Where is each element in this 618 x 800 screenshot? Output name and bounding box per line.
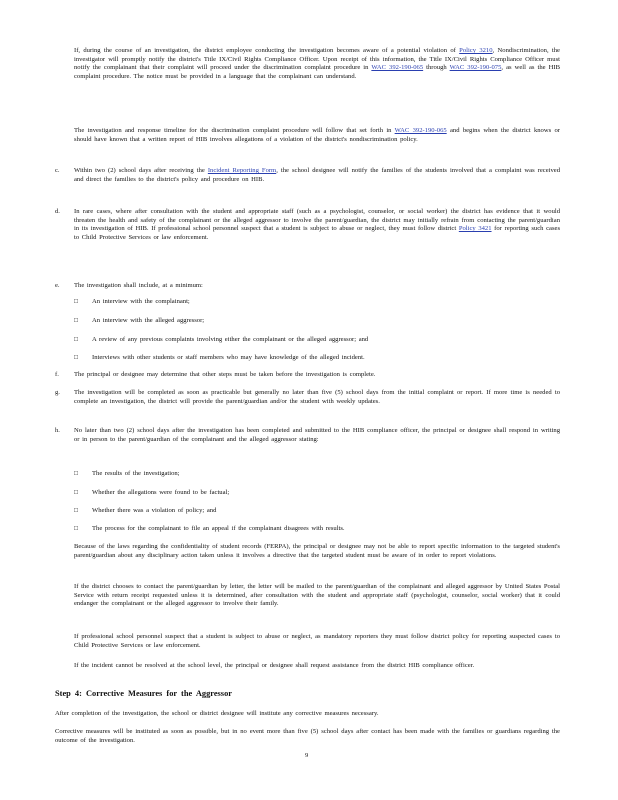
item-h-bullet-3: Whether there was a violation of policy; and [92,507,217,514]
bullet-marker: □ [74,489,78,496]
wac-065-link[interactable]: WAC 392-190-065 [371,64,424,72]
item-h-label: h. [55,427,60,434]
text-run: Within two (2) school days after receiving the [74,167,208,174]
item-e-bullet-3: A review of any previous complaints involving either the complainant or the alleged aggressor; and [92,336,369,343]
item-d-label: d. [55,208,60,215]
text-run: If, during the course of an investigation, the district employee conducting the investigation becomes aware of a potential violation of [74,47,460,54]
item-h-bullet-4: The process for the complainant to file an appeal if the complainant disagrees with results. [92,525,345,532]
page-number: 9 [305,752,309,759]
item-e-bullet-4: Interviews with other students or staff members who may have knowledge of the alleged incident. [92,354,365,361]
item-c-text [74,167,560,184]
wac-065-link-2[interactable]: WAC 392-190-065 [394,127,447,134]
item-d-text [74,208,560,242]
item-f-text: The principal or designee may determine that other steps must be taken before the investigation is complete. [74,371,376,378]
text-run: , as well as the HIB complaint procedure. The notice must be provided in a language that the complainant can understand. [74,64,560,80]
step4-heading: Step 4: Corrective Measures for the Aggressor [55,689,232,698]
item-h-bullet-1: The results of the investigation; [92,470,180,477]
item-e-bullet-1: An interview with the complainant; [92,298,190,305]
item-f-label: f. [55,371,59,378]
item-g-text: The investigation will be completed as soon as practicable but generally no later than five (5) school days from the initial complaint or report. If more time is needed to complete an investigation, the district will provide the parent/guardian and/or the student with weekly updates. [74,389,560,405]
paragraph-timeline [74,127,560,144]
paragraph-title-ix-notice [74,47,560,81]
bullet-marker: □ [74,298,78,305]
bullet-marker: □ [74,507,78,514]
bullet-marker: □ [74,354,78,361]
item-e-text: The investigation shall include, at a minimum: [74,282,203,289]
text-run: , the school designee will notify the families of the students involved that a complaint was received and direct the families to the district's policy and procedure on HIB. [74,167,561,183]
item-g-label: g. [55,389,60,396]
paragraph-escalation: If the incident cannot be resolved at the school level, the principal or designee shall request assistance from the district HIB compliance officer. [74,662,475,669]
text-run: through [423,64,450,72]
paragraph-letter-contact: If the district chooses to contact the parent/guardian by letter, the letter will be mailed to the parent/guardian of the complainant and alleged aggressor by United States Postal Service with return receipt requested unless it is determined, after consultation with the student and appropriate staff (psychologist, counselor, social worker) that it could endanger the complainant or the alleged aggressor to involve their family. [74,583,560,608]
text-run: for reporting such cases to Child Protective Services or law enforcement. [74,225,561,241]
paragraph-after-completion: After completion of the investigation, the school or district designee will institute any corrective measures necessary. [55,710,379,717]
paragraph-mandatory-reporters: If professional school personnel suspect that a student is subject to abuse or neglect, as mandatory reporters they must follow district policy for reporting suspected cases to Child Protective Services or law enforcement. [74,633,560,649]
item-c-label: c. [55,167,60,174]
item-h-bullet-2: Whether the allegations were found to be factual; [92,489,230,496]
policy-3210-link[interactable]: Policy 3210 [459,47,493,54]
policy-3421-link[interactable]: Policy 3421 [458,225,492,233]
item-e-label: e. [55,282,60,289]
text-run: , Nondiscrimination, the investigator will promptly notify the district's Title IX/Civil Rights Compliance Officer. Upon receipt of this information, the Title IX/Civil Rights Compliance Officer must notify the complainant that their complaint will proceed under the discrimination complaint procedure in [74,47,560,72]
bullet-marker: □ [74,336,78,343]
paragraph-ferpa: Because of the laws regarding the confidentiality of student records (FERPA), the principal or designee may not be able to report specific information to the targeted student's parent/guardian about any disciplinary action taken unless it involves a directive that the targeted student must be aware of in order to report violations. [74,543,560,559]
text-run: In rare cases, where after consultation with the student and appropriate staff (such as a psychologist, counselor, or social worker) the district has evidence that it would threaten the health and safety of the complainant or the alleged aggressor to involve the parent/guardian, the district may initially refrain from contacting the parent/guardian in its investigation of HIB. If professional school personnel suspect that a student is subject to abuse or neglect, they must follow district [74,208,560,233]
bullet-marker: □ [74,470,78,477]
text-run: and begins when the district knows or should have known that a written report of HIB involves allegations of a violation of the district's nondiscrimination policy. [74,127,560,143]
item-h-text: No later than two (2) school days after the investigation has been completed and submitted to the HIB compliance officer, the principal or designee shall respond in writing or in person to the parent/guardian of the complainant and the alleged aggressor stating: [74,427,560,443]
text-run: The investigation and response timeline for the discrimination complaint procedure will follow that set forth in [74,127,395,134]
paragraph-corrective-measures: Corrective measures will be instituted as soon as possible, but in no event more than five (5) school days after contact has been made with the families or guardians regarding the outcome of the investigation. [55,728,560,744]
incident-reporting-form-link[interactable]: Incident Reporting Form [207,167,277,174]
wac-075-link[interactable]: WAC 392-190-075 [449,64,502,72]
item-e-bullet-2: An interview with the alleged aggressor; [92,317,205,324]
bullet-marker: □ [74,525,78,532]
bullet-marker: □ [74,317,78,324]
